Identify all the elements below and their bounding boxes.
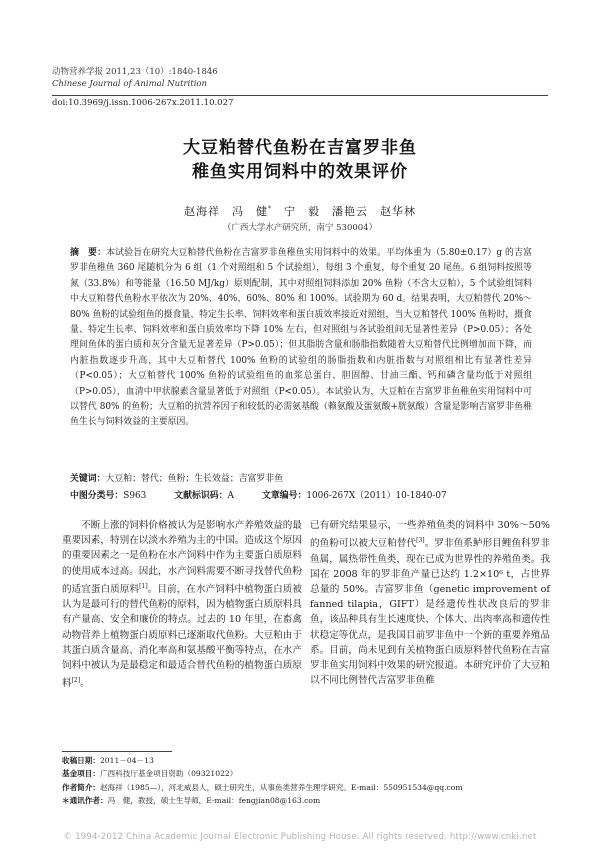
doi[interactable]: doi:10.3969/j.issn.1006-267x.2011.10.027 xyxy=(52,98,234,108)
header-rule xyxy=(52,95,548,96)
document-code xyxy=(174,488,234,501)
keywords xyxy=(70,472,532,486)
author-bio xyxy=(62,781,542,794)
copyright-watermark: © 1994-2012 China Academic Journal Electronic Publishing House. All rights reserved. http://www.cnki.net xyxy=(63,832,537,842)
classification-row xyxy=(70,488,532,501)
fund-info xyxy=(62,767,542,780)
author-list xyxy=(52,203,548,219)
code-label: 文献标识码： xyxy=(174,491,228,501)
journal-cn-line: 动物营养学报 2011,23（10）:1840-1846 xyxy=(52,67,218,77)
citation-3[interactable]: [3] xyxy=(416,537,425,545)
corresponding-author xyxy=(62,794,542,807)
article-number xyxy=(262,488,447,501)
code-value: A xyxy=(227,491,234,501)
clc-value: S963 xyxy=(123,491,147,501)
paper-title xyxy=(52,136,548,184)
abstract-text: 本试验旨在研究大豆粕替代鱼粉在吉富罗非鱼稚鱼实用饲料中的效果。平均体重为（5.80±0.17）g 的吉富罗非鱼稚鱼 360 尾随机分为 6 组（1 个对照组和 5 个试验组），每组 3 个重复，每个重复 20 尾鱼。6 组饲料按照等氮（33.8%）和等能量（16.50 MJ/kg）原则配制，其中对照组饲料添加 20% 鱼粉（不含大豆粕），5 个试验组饲料中大豆粕替代鱼粉水平依次为 20%、40%、60%、80% 和 100%。试验期为 60 d。结果表明，大豆粕替代 20%～80% 鱼粉的试验组鱼的摄食量、特定生长率、饲料效率和蛋白质效率接近对照组，当大豆粕替代 100% 鱼粉时，摄食量、特定生长率、饲料效率和蛋白质效率均下降 10% 左右，但对照组与各试验组间无显著性差异（P>0.05）；各处理间鱼体的蛋白质和灰分含量无显著差异（P>0.05）；但其脂肪含量和肠脂指数随着大豆粕替代比例增加而下降，而内脏指数逐步升高，其中大豆粕替代 100% 鱼粉的试验组的肠脂指数和内脏指数与对照组相比有显著性差异（P<0.05）；大豆粕替代 100% 鱼粉的试验组鱼的血浆总蛋白、胆固醇、甘油三酯、钙和磷含量均低于对照组（P>0.05），血清中甲状腺素含量显著低于对照组（P<0.05）。本试验认为，大豆粕在吉富罗非鱼稚鱼实用饲料中可以替代 80% 的鱼粉；大豆粕的抗营养因子和较低的必需氨基酸（赖氨酸及蛋氨酸+胱氨酸）含量是影响吉富罗非鱼稚鱼生长与饲料效益的主要原因。 xyxy=(70,248,532,428)
corresponding-value: 冯 健，教授，硕士生导师，E-mail：fengjian08@163.com xyxy=(107,796,321,806)
body-text-left-3: 。 xyxy=(80,678,90,690)
abstract xyxy=(70,246,532,431)
footnote-rule xyxy=(62,751,172,752)
author-names-rest: 宁 毅 潘艳云 赵华林 xyxy=(272,205,416,218)
body-paragraph xyxy=(62,518,302,692)
received-label: 收稿日期： xyxy=(62,756,100,765)
article-label: 文章编号： xyxy=(261,491,307,501)
author-bio-value: 赵海祥（1985—），河北威县人，硕士研究生，从事鱼类营养生理学研究。E-mail：550951534@qq.com xyxy=(99,782,463,792)
fund-value: 广西科技厅基金项目资助（09321022） xyxy=(99,769,238,779)
received-value: 2011－04－13 xyxy=(99,756,154,765)
title-line-2: 稚鱼实用饲料中的效果评价 xyxy=(192,162,408,182)
body-column-right xyxy=(310,518,550,688)
abstract-label: 摘 要： xyxy=(70,248,107,258)
corresponding-mark: * xyxy=(268,205,272,213)
title-line-1: 大豆粕替代鱼粉在吉富罗非鱼 xyxy=(183,138,417,158)
article-value: 1006-267X（2011）10-1840-07 xyxy=(306,491,447,501)
journal-en-line: Chinese Journal of Animal Nutrition xyxy=(52,79,208,89)
body-text-right-1: 已有研究结果显示，一些养殖鱼类的饲料中 30%～50% 的鱼粉可以被大豆粕替代 xyxy=(310,520,550,550)
clc-number xyxy=(70,488,146,501)
footnotes xyxy=(62,754,542,808)
keywords-label: 关键词： xyxy=(70,474,106,484)
body-text-left-1: 不断上涨的饲料价格被认为是影响水产养殖效益的最重要因素，特别在以淡水养殖为主的中国。造成这个原因的重要因素之一是鱼粉在水产饲料中作为主要蛋白质原料的使用成本过高。因此，水产饲料需要不断寻找替代鱼粉的适宜蛋白质原料 xyxy=(62,520,302,595)
author-names: 赵海祥 冯 健 xyxy=(184,205,268,218)
body-text-right-2: 。罗非鱼系鲈形目鲤鱼科罗非鱼属，属热带性鱼类，现在已成为世界性的养殖鱼类。我国在 2008 年的罗非鱼产量已达约 1.2×10⁶ t，占世界总量的 50%。吉富罗非鱼（genetic improvement of fanned tilapia，GIFT）是经遗传性状改良后的罗非鱼，该品种具有生长速度快、个体大、出肉率高和遗传性状稳定等优点，是我国目前罗非鱼中一个新的重要养殖品系。目前，尚未见到有关植物蛋白质原料替代鱼粉在吉富罗非鱼实用饲料中效果的研究报道。本研究评价了大豆粕以不同比例替代吉富罗非鱼稚 xyxy=(310,538,551,687)
citation-2[interactable]: [2] xyxy=(71,677,81,685)
citation-1[interactable]: [1] xyxy=(139,582,148,590)
body-paragraph xyxy=(310,518,550,688)
body-text-left-2: 。目前，在水产饲料中植物蛋白质被认为是最可行的替代鱼粉的原料，因为植物蛋白质原料具有产量高、安全和廉价的特点。过去的 10 年里，在畜禽动物营养上植物蛋白质原料已逐渐取代鱼粉。大豆粕由于其蛋白质含量高、消化率高和氨基酸平衡等特点，在水产饲料中被认为是最稳定和最适合替代鱼粉的植物蛋白质原料 xyxy=(62,584,303,690)
clc-label: 中图分类号： xyxy=(70,491,124,501)
author-bio-label: 作者简介： xyxy=(62,782,100,792)
fund-label: 基金项目： xyxy=(62,769,100,779)
received-date xyxy=(62,754,542,767)
keywords-text: 大豆粕；替代；鱼粉；生长效益；吉富罗非鱼 xyxy=(105,474,283,484)
affiliation: （广西大学水产研究所，南宁 530004） xyxy=(222,223,378,233)
body-column-left xyxy=(62,518,302,692)
corresponding-label: ＊通讯作者： xyxy=(62,796,108,806)
journal-header xyxy=(52,66,218,90)
